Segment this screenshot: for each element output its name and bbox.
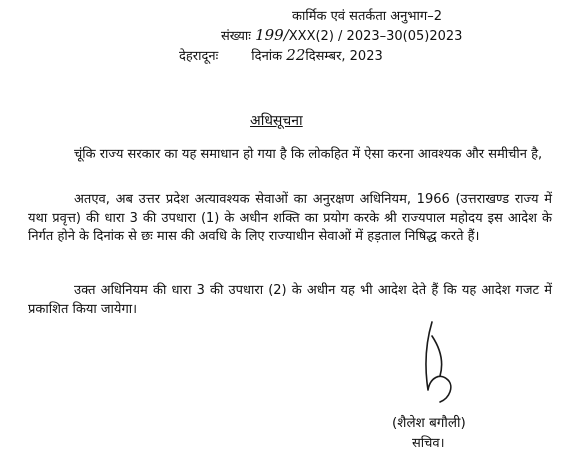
paragraph-1 (28, 146, 552, 165)
paragraph-1-text: चूंकि राज्य सरकार का यह समाधान हो गया है कि लोकहित में ऐसा करना आवश्यक और समीचीन है, (74, 147, 543, 162)
paragraph-3-text: उक्त अधिनियम की धारा 3 की उपधारा (2) के अधीन यह भी आदेश देते हैं कि यह आदेश गजट में प्रकाशित किया जायेगा। (28, 283, 552, 317)
place-date-line (179, 46, 383, 64)
signatory-name: (शैलेश बगौली) (392, 415, 466, 431)
date-rest: दिसम्बर, 2023 (305, 49, 383, 64)
signatory-designation: सचिव। (412, 436, 445, 451)
paragraph-2 (28, 191, 552, 247)
paragraph-3 (28, 282, 552, 319)
place: देहरादूनः (179, 49, 219, 64)
date-label: दिनांक (251, 49, 283, 64)
number-rest: XXX(2) / 2023–30(05)2023 (288, 29, 463, 44)
number-label: संख्याः (221, 29, 251, 44)
reference-number (221, 26, 462, 44)
handwritten-number: 199/ (255, 26, 289, 44)
notification-title: अधिसूचना (250, 113, 303, 129)
paragraph-2-text: अतएव, अब उत्तर प्रदेश अत्यावश्यक सेवाओं का अनुरक्षण अधिनियम, 1966 (उत्तराखण्ड राज्य में यथा प्रवृत्त) की धारा 3 की उपधारा (1) के अधीन शक्ति का प्रयोग करके श्री राज्यपाल महोदय इस आदेश के निर्गत होने के दिनांक से छः मास की अवधि के लिए राज्याधीन सेवाओं में हड़ताल निषिद्ध करते हैं। (28, 192, 552, 244)
handwritten-signature (410, 318, 470, 410)
department-heading: कार्मिक एवं सतर्कता अनुभाग–2 (292, 9, 442, 24)
handwritten-date: 22 (286, 46, 306, 64)
